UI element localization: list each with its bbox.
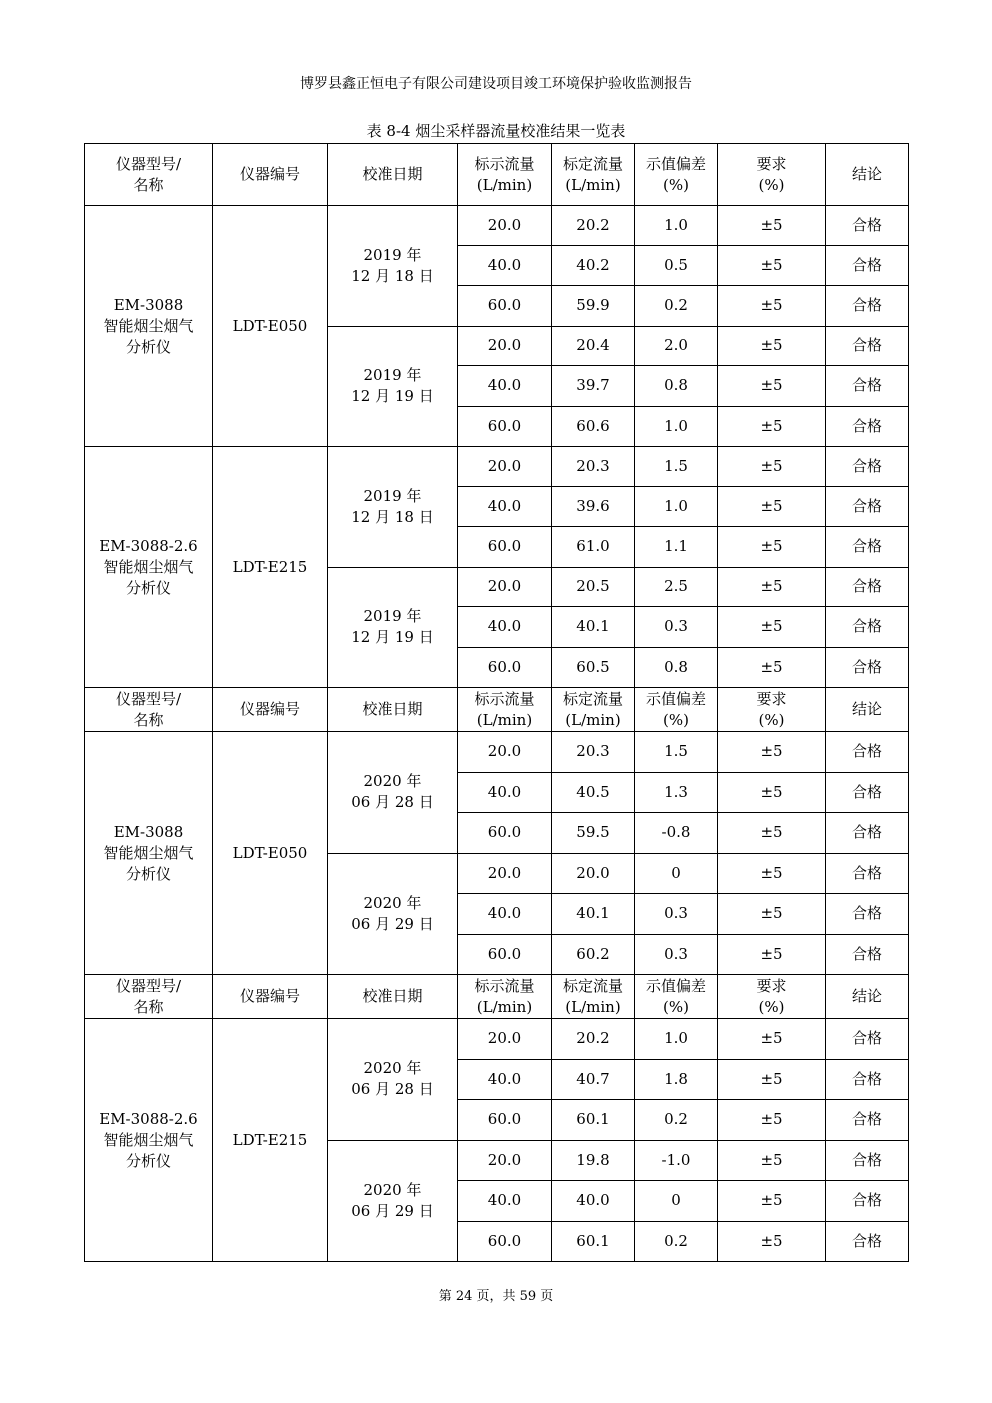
conclusion: 合格: [826, 486, 909, 527]
column-header: [85, 688, 213, 732]
deviation: 0.2: [635, 1100, 718, 1141]
indicated-flow: 40.0: [458, 1059, 552, 1100]
cell-line: EM-3088: [113, 295, 184, 314]
requirement: ±5: [718, 813, 826, 854]
column-header: [213, 688, 328, 732]
conclusion: 合格: [826, 1181, 909, 1222]
calibrated-flow: 40.2: [552, 245, 635, 286]
conclusion: 合格: [826, 647, 909, 688]
calibrated-flow: 60.2: [552, 934, 635, 975]
column-header: [718, 975, 826, 1019]
cell-line: 仪器编号: [239, 700, 300, 718]
indicated-flow: 40.0: [458, 486, 552, 527]
deviation: 1.0: [635, 1019, 718, 1060]
requirement: ±5: [718, 286, 826, 327]
table-header-row: [85, 975, 909, 1019]
indicated-flow: 60.0: [458, 647, 552, 688]
column-header: [552, 144, 635, 206]
instrument-code: LDT-E050: [213, 732, 328, 975]
calibration-date: [328, 732, 458, 854]
conclusion: 合格: [826, 934, 909, 975]
cell-line: 分析仪: [125, 337, 171, 356]
conclusion: 合格: [826, 286, 909, 327]
conclusion: 合格: [826, 813, 909, 854]
requirement: ±5: [718, 567, 826, 607]
calibrated-flow: 40.1: [552, 607, 635, 648]
requirement: ±5: [718, 607, 826, 648]
conclusion: 合格: [826, 406, 909, 447]
calibrated-flow: 60.1: [552, 1221, 635, 1262]
table-row: [85, 1019, 909, 1060]
conclusion: 合格: [826, 567, 909, 607]
deviation: 2.0: [635, 326, 718, 366]
column-header: [552, 688, 635, 732]
instrument-code: LDT-E215: [213, 447, 328, 688]
instrument-model: [85, 1019, 213, 1262]
calibrated-flow: 20.3: [552, 732, 635, 773]
column-header: [328, 975, 458, 1019]
calibrated-flow: 60.5: [552, 647, 635, 688]
deviation: -0.8: [635, 813, 718, 854]
calibrated-flow: 60.1: [552, 1100, 635, 1141]
cell-line: 结论: [851, 165, 882, 183]
requirement: ±5: [718, 772, 826, 813]
calibrated-flow: 20.2: [552, 1019, 635, 1060]
indicated-flow: 20.0: [458, 853, 552, 894]
cell-line: 06 月 29 日: [351, 914, 434, 933]
instrument-code: LDT-E050: [213, 206, 328, 447]
deviation: -1.0: [635, 1140, 718, 1181]
cell-line: 示值偏差: [645, 154, 706, 173]
table-header-row: [85, 144, 909, 206]
calibrated-flow: 40.0: [552, 1181, 635, 1222]
conclusion: 合格: [826, 732, 909, 773]
calibration-date: [328, 1140, 458, 1262]
requirement: ±5: [718, 732, 826, 773]
report-header: 博罗县鑫正恒电子有限公司建设项目竣工环境保护验收监测报告: [300, 76, 692, 92]
indicated-flow: 60.0: [458, 406, 552, 447]
calibrated-flow: 61.0: [552, 527, 635, 568]
instrument-model: [85, 732, 213, 975]
conclusion: 合格: [826, 447, 909, 487]
indicated-flow: 40.0: [458, 772, 552, 813]
column-header: [458, 975, 552, 1019]
cell-line: 校准日期: [362, 700, 423, 718]
requirement: ±5: [718, 853, 826, 894]
indicated-flow: 20.0: [458, 732, 552, 773]
indicated-flow: 20.0: [458, 567, 552, 607]
calibration-date: [328, 326, 458, 447]
table-row: [85, 732, 909, 773]
conclusion: 合格: [826, 607, 909, 648]
deviation: 0.8: [635, 647, 718, 688]
instrument-code: LDT-E215: [213, 1019, 328, 1262]
cell-line: EM-3088-2.6: [99, 1109, 198, 1128]
requirement: ±5: [718, 1100, 826, 1141]
calibrated-flow: 40.5: [552, 772, 635, 813]
deviation: 0.3: [635, 894, 718, 935]
calibration-date: [328, 447, 458, 568]
conclusion: 合格: [826, 853, 909, 894]
requirement: ±5: [718, 1221, 826, 1262]
cell-line: (L/min): [476, 175, 533, 194]
cell-line: 12 月 19 日: [351, 628, 434, 647]
cell-line: 示值偏差: [645, 689, 706, 708]
cell-line: (%): [758, 710, 785, 729]
calibrated-flow: 20.2: [552, 206, 635, 246]
deviation: 0.2: [635, 286, 718, 327]
cell-line: EM-3088: [113, 822, 184, 841]
cell-line: 仪器型号/: [115, 976, 182, 995]
cell-line: 2019 年: [363, 486, 422, 505]
requirement: ±5: [718, 1019, 826, 1060]
cell-line: 12 月 19 日: [351, 387, 434, 406]
cell-line: (L/min): [476, 997, 533, 1016]
indicated-flow: 40.0: [458, 245, 552, 286]
deviation: 1.5: [635, 732, 718, 773]
instrument-model: [85, 206, 213, 447]
indicated-flow: 20.0: [458, 1019, 552, 1060]
cell-line: (%): [663, 175, 689, 194]
cell-line: 仪器型号/: [115, 689, 182, 708]
cell-line: 结论: [851, 700, 882, 718]
calibrated-flow: 20.5: [552, 567, 635, 607]
cell-line: 结论: [851, 987, 882, 1005]
deviation: 0.3: [635, 607, 718, 648]
requirement: ±5: [718, 326, 826, 366]
indicated-flow: 60.0: [458, 934, 552, 975]
cell-line: 校准日期: [362, 165, 423, 183]
cell-line: (%): [758, 175, 785, 194]
calibration-table: [84, 143, 909, 1262]
column-header: [458, 688, 552, 732]
column-header: [826, 975, 909, 1019]
cell-line: 12 月 18 日: [351, 266, 434, 285]
cell-line: 要求: [756, 976, 787, 995]
calibrated-flow: 20.4: [552, 326, 635, 366]
indicated-flow: 20.0: [458, 1140, 552, 1181]
column-header: [635, 975, 718, 1019]
conclusion: 合格: [826, 1059, 909, 1100]
cell-line: EM-3088-2.6: [99, 536, 198, 555]
calibrated-flow: 60.6: [552, 406, 635, 447]
conclusion: 合格: [826, 772, 909, 813]
cell-line: 2019 年: [363, 245, 422, 264]
cell-line: 智能烟尘烟气: [103, 557, 194, 576]
conclusion: 合格: [826, 1019, 909, 1060]
cell-line: 标示流量: [474, 689, 535, 708]
cell-line: 2020 年: [363, 893, 422, 912]
calibrated-flow: 19.8: [552, 1140, 635, 1181]
deviation: 1.0: [635, 206, 718, 246]
conclusion: 合格: [826, 326, 909, 366]
cell-line: 06 月 29 日: [351, 1201, 434, 1220]
column-header: [718, 144, 826, 206]
requirement: ±5: [718, 486, 826, 527]
cell-line: 2020 年: [363, 772, 422, 791]
requirement: ±5: [718, 366, 826, 407]
indicated-flow: 60.0: [458, 813, 552, 854]
cell-line: 2019 年: [363, 366, 422, 385]
deviation: 1.3: [635, 772, 718, 813]
requirement: ±5: [718, 527, 826, 568]
table-row: [85, 206, 909, 246]
conclusion: 合格: [826, 1100, 909, 1141]
deviation: 1.0: [635, 486, 718, 527]
cell-line: (%): [663, 997, 689, 1016]
cell-line: (%): [758, 997, 785, 1016]
cell-line: (L/min): [565, 175, 621, 194]
cell-line: 仪器编号: [239, 165, 300, 183]
cell-line: 要求: [756, 154, 787, 173]
column-header: [635, 688, 718, 732]
requirement: ±5: [718, 1181, 826, 1222]
conclusion: 合格: [826, 1221, 909, 1262]
cell-line: 仪器型号/: [115, 154, 182, 173]
calibrated-flow: 20.3: [552, 447, 635, 487]
cell-line: 标定流量: [562, 689, 623, 708]
calibrated-flow: 40.7: [552, 1059, 635, 1100]
column-header: [328, 144, 458, 206]
deviation: 1.0: [635, 406, 718, 447]
cell-line: (L/min): [565, 710, 621, 729]
deviation: 0.5: [635, 245, 718, 286]
calibrated-flow: 39.6: [552, 486, 635, 527]
requirement: ±5: [718, 245, 826, 286]
calibration-date: [328, 567, 458, 688]
requirement: ±5: [718, 406, 826, 447]
conclusion: 合格: [826, 527, 909, 568]
page-footer: 第 24 页，共 59 页: [438, 1289, 554, 1304]
indicated-flow: 60.0: [458, 527, 552, 568]
calibration-date: [328, 1019, 458, 1141]
calibration-date: [328, 206, 458, 327]
instrument-model: [85, 447, 213, 688]
cell-line: 要求: [756, 689, 787, 708]
cell-line: 标定流量: [562, 154, 623, 173]
cell-line: 标定流量: [562, 976, 623, 995]
cell-line: 标示流量: [474, 154, 535, 173]
column-header: [826, 688, 909, 732]
indicated-flow: 40.0: [458, 1181, 552, 1222]
conclusion: 合格: [826, 206, 909, 246]
cell-line: 2020 年: [363, 1180, 422, 1199]
cell-line: (L/min): [476, 710, 533, 729]
column-header: [213, 975, 328, 1019]
indicated-flow: 20.0: [458, 206, 552, 246]
deviation: 2.5: [635, 567, 718, 607]
cell-line: 智能烟尘烟气: [103, 316, 194, 335]
cell-line: 2020 年: [363, 1059, 422, 1078]
indicated-flow: 20.0: [458, 326, 552, 366]
deviation: 0.3: [635, 934, 718, 975]
cell-line: 名称: [133, 997, 164, 1016]
deviation: 0.2: [635, 1221, 718, 1262]
deviation: 1.5: [635, 447, 718, 487]
cell-line: 名称: [133, 710, 164, 729]
cell-line: 智能烟尘烟气: [103, 1130, 194, 1149]
column-header: [213, 144, 328, 206]
calibrated-flow: 39.7: [552, 366, 635, 407]
calibration-date: [328, 853, 458, 975]
table-caption: 表 8-4 烟尘采样器流量校准结果一览表: [366, 122, 626, 140]
column-header: [85, 144, 213, 206]
conclusion: 合格: [826, 1140, 909, 1181]
indicated-flow: 60.0: [458, 286, 552, 327]
cell-line: 名称: [133, 175, 164, 194]
column-header: [826, 144, 909, 206]
cell-line: 智能烟尘烟气: [103, 843, 194, 862]
requirement: ±5: [718, 206, 826, 246]
deviation: 0.8: [635, 366, 718, 407]
deviation: 0: [635, 853, 718, 894]
cell-line: 06 月 28 日: [351, 1080, 434, 1099]
requirement: ±5: [718, 894, 826, 935]
deviation: 1.1: [635, 527, 718, 568]
table-header-row: [85, 688, 909, 732]
indicated-flow: 20.0: [458, 447, 552, 487]
requirement: ±5: [718, 447, 826, 487]
requirement: ±5: [718, 1140, 826, 1181]
cell-line: 分析仪: [125, 578, 171, 597]
calibrated-flow: 20.0: [552, 853, 635, 894]
cell-line: 06 月 28 日: [351, 793, 434, 812]
conclusion: 合格: [826, 894, 909, 935]
calibrated-flow: 40.1: [552, 894, 635, 935]
deviation: 0: [635, 1181, 718, 1222]
requirement: ±5: [718, 934, 826, 975]
requirement: ±5: [718, 1059, 826, 1100]
column-header: [458, 144, 552, 206]
cell-line: 12 月 18 日: [351, 507, 434, 526]
cell-line: 分析仪: [125, 864, 171, 883]
column-header: [552, 975, 635, 1019]
indicated-flow: 40.0: [458, 607, 552, 648]
conclusion: 合格: [826, 245, 909, 286]
column-header: [328, 688, 458, 732]
requirement: ±5: [718, 647, 826, 688]
cell-line: 标示流量: [474, 976, 535, 995]
cell-line: 分析仪: [125, 1151, 171, 1170]
calibrated-flow: 59.5: [552, 813, 635, 854]
indicated-flow: 60.0: [458, 1221, 552, 1262]
cell-line: 2019 年: [363, 607, 422, 626]
indicated-flow: 40.0: [458, 894, 552, 935]
calibrated-flow: 59.9: [552, 286, 635, 327]
deviation: 1.8: [635, 1059, 718, 1100]
cell-line: (%): [663, 710, 689, 729]
conclusion: 合格: [826, 366, 909, 407]
cell-line: 校准日期: [362, 987, 423, 1005]
table-row: [85, 447, 909, 487]
cell-line: 仪器编号: [239, 987, 300, 1005]
column-header: [718, 688, 826, 732]
column-header: [635, 144, 718, 206]
indicated-flow: 60.0: [458, 1100, 552, 1141]
cell-line: (L/min): [565, 997, 621, 1016]
indicated-flow: 40.0: [458, 366, 552, 407]
cell-line: 示值偏差: [645, 976, 706, 995]
column-header: [85, 975, 213, 1019]
